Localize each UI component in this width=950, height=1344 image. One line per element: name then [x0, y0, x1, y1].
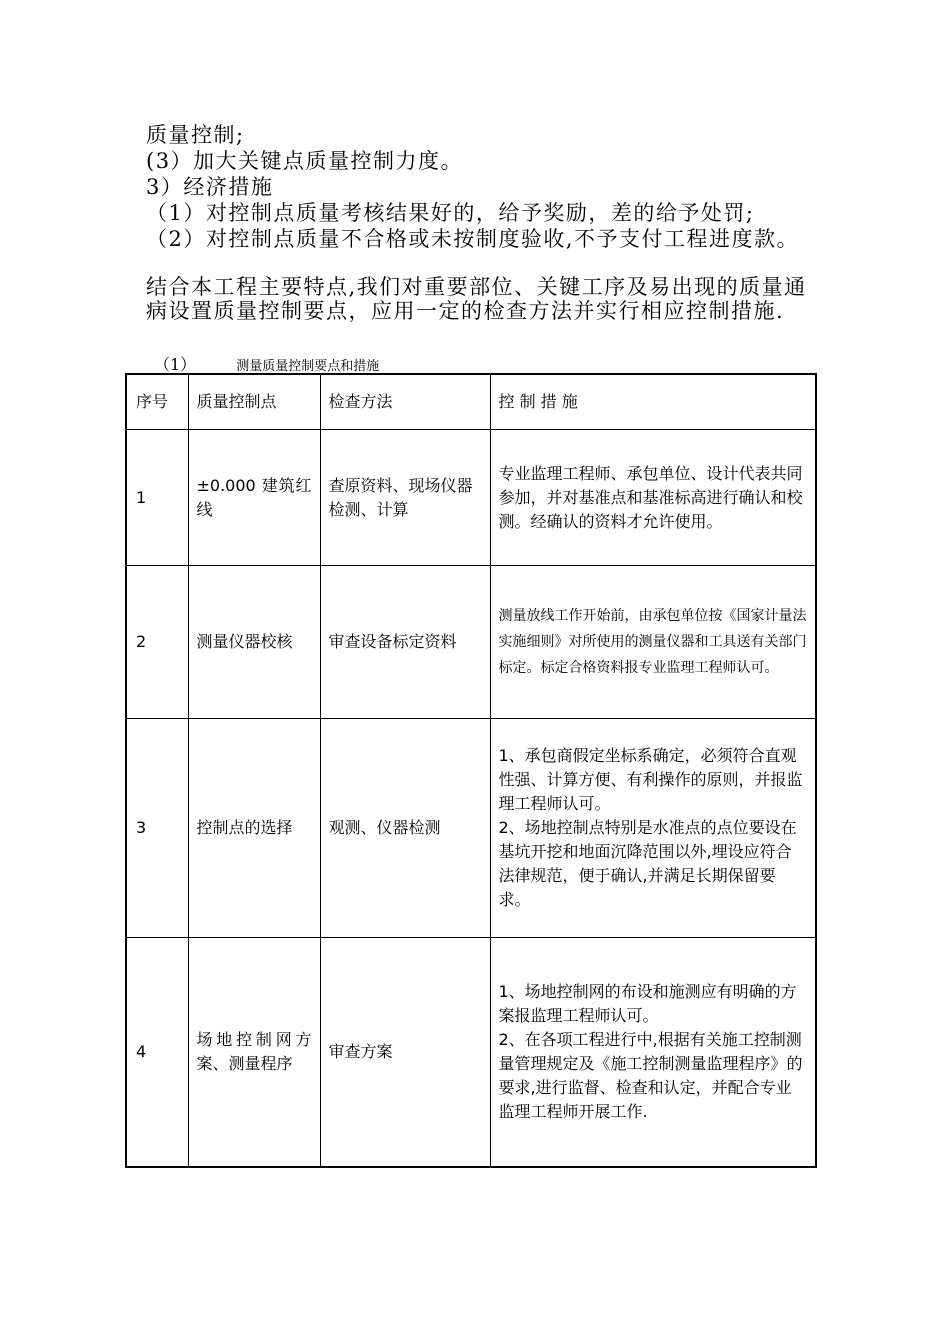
measure-item-1: 1、场地控制网的布设和施测应有明确的方案报监理工程师认可。 — [498, 981, 797, 1025]
body-text-line-4: （1）对控制点质量考核结果好的，给予奖励，差的给予处罚; — [146, 201, 755, 225]
body-text-line-2: (3）加大关键点质量控制力度。 — [146, 149, 464, 173]
cell-no: 3 — [126, 719, 188, 938]
table-row — [126, 430, 816, 566]
table-caption-title: 测量质量控制要点和措施 — [236, 359, 380, 374]
header-check-method: 检查方法 — [320, 374, 490, 430]
cell-control-point: 场地控制网方案、测量程序 — [188, 938, 320, 1167]
measure-item-2: 2、在各项工程进行中,根据有关施工控制测量管理规定及《施工控制测量监理程序》的要求,进行监督、检查和认定，并配合专业监理工程师开展工作. — [498, 1029, 803, 1121]
cell-control-measure — [490, 938, 816, 1167]
body-text-line-1: 质量控制; — [146, 123, 245, 147]
table-caption-number: （1） — [154, 355, 197, 374]
measure-item-2: 2、场地控制点特别是水准点的点位要设在基坑开挖和地面沉降范围以外,埋设应符合法律规范，便于确认,并满足长期保留要求。 — [498, 818, 797, 909]
cell-check-method: 审查方案 — [320, 938, 490, 1167]
quality-control-table — [125, 373, 817, 1168]
cell-check-method: 观测、仪器检测 — [320, 719, 490, 938]
cell-check-method: 审查设备标定资料 — [320, 566, 490, 719]
measure-item-1: 1、承包商假定坐标系确定，必须符合直观性强、计算方便、有利操作的原则，并报监理工程师认可。 — [498, 746, 803, 813]
section-heading-economic: 3）经济措施 — [146, 175, 274, 199]
body-text-paragraph-6: 结合本工程主要特点,我们对重要部位、关键工序及易出现的质量通病设置质量控制要点，应用一定的检查方法并实行相应控制措施. — [146, 275, 807, 323]
cell-control-measure: 专业监理工程师、承包单位、设计代表共同参加，并对基准点和基准标高进行确认和校测。经确认的资料才允许使用。 — [490, 430, 816, 566]
cell-control-measure — [490, 719, 816, 938]
table-row — [126, 566, 816, 719]
cell-control-point: ±0.000 建筑红线 — [188, 430, 320, 566]
cell-control-measure: 测量放线工作开始前，由承包单位按《国家计量法实施细则》对所使用的测量仪器和工具送有关部门标定。标定合格资料报专业监理工程师认可。 — [490, 566, 816, 719]
table-row — [126, 938, 816, 1167]
table-caption — [154, 352, 379, 375]
cell-no: 1 — [126, 430, 188, 566]
body-text-paragraph-5: （2）对控制点质量不合格或未按制度验收,不予支付工程进度款。 — [146, 227, 800, 251]
cell-control-point: 控制点的选择 — [188, 719, 320, 938]
header-control-measures: 控 制 措 施 — [490, 374, 816, 430]
cell-no: 4 — [126, 938, 188, 1167]
cell-no: 2 — [126, 566, 188, 719]
cell-check-method: 查原资料、现场仪器检测、计算 — [320, 430, 490, 566]
header-control-point: 质量控制点 — [188, 374, 320, 430]
table-row — [126, 719, 816, 938]
table-header-row — [126, 374, 816, 430]
cell-control-point: 测量仪器校核 — [188, 566, 320, 719]
header-no: 序号 — [126, 374, 188, 430]
